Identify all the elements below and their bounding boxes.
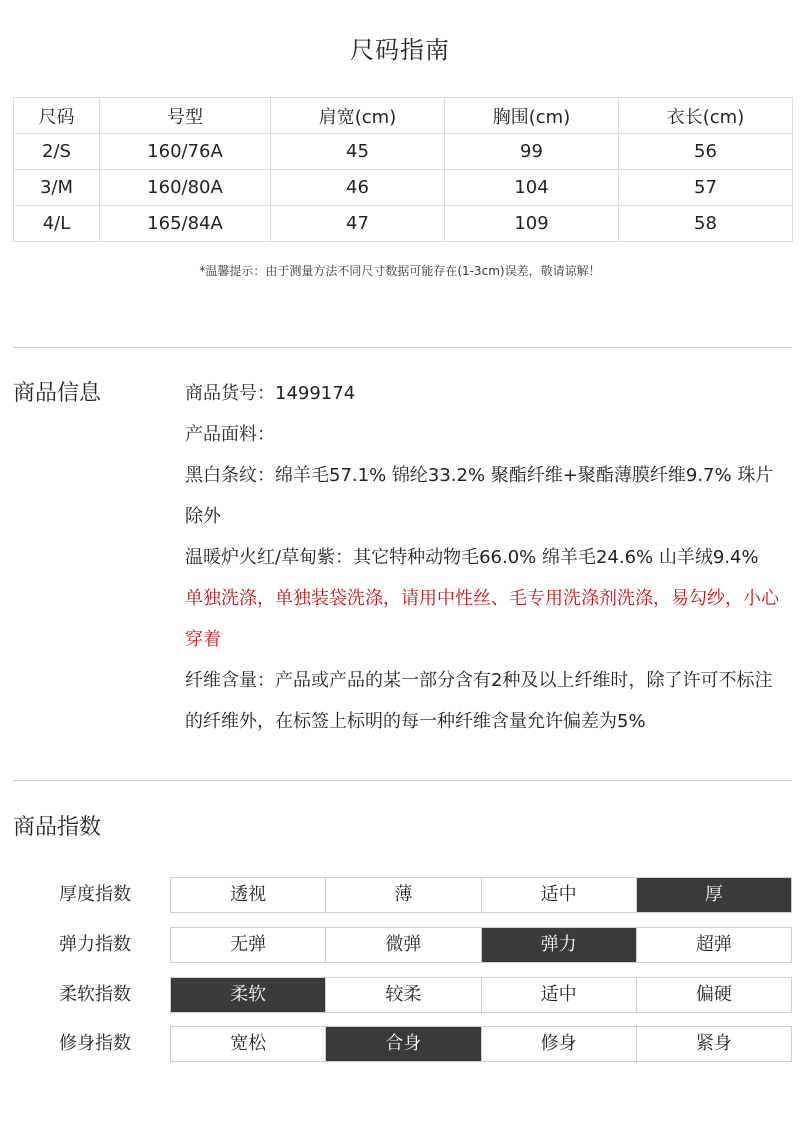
index-row-thickness	[0, 877, 800, 913]
index-option: 微弹	[325, 928, 480, 962]
index-label: 柔软指数	[59, 984, 131, 1005]
fabric-label: 产品面料：	[185, 424, 275, 445]
index-label: 厚度指数	[59, 884, 131, 905]
measurement-note: *温馨提示：由于测量方法不同尺寸数据可能存在(1-3cm)误差，敬请谅解！	[199, 264, 601, 278]
header-cell: 胸围(cm)	[445, 98, 619, 134]
header-cell: 尺码	[14, 98, 100, 134]
header-cell: 肩宽(cm)	[271, 98, 445, 134]
index-option: 适中	[481, 878, 636, 912]
table-cell: 2/S	[14, 134, 100, 170]
fiber-content-note: 纤维含量：产品或产品的某一部分含有2种及以上纤维时，除了许可不标注的纤维外，在标签上标明的每一种纤维含量允许偏差为5%	[185, 670, 773, 732]
washing-warning: 单独洗涤，单独装袋洗涤，请用中性丝、毛专用洗涤剂洗涤，易勾纱，小心穿着	[185, 588, 779, 650]
table-cell: 4/L	[14, 206, 100, 242]
table-cell: 99	[445, 134, 619, 170]
header-cell: 衣长(cm)	[619, 98, 793, 134]
size-guide-title: 尺码指南	[350, 36, 450, 64]
index-option: 适中	[481, 978, 636, 1012]
table-cell: 46	[271, 170, 445, 206]
index-option: 宽松	[171, 1027, 325, 1061]
product-code: 商品货号：1499174	[185, 383, 356, 404]
table-cell: 104	[445, 170, 619, 206]
index-label: 修身指数	[59, 1033, 131, 1054]
product-info-body	[185, 373, 790, 742]
index-option: 超弹	[636, 928, 791, 962]
divider	[13, 347, 792, 348]
index-option: 无弹	[171, 928, 325, 962]
index-row-softness	[0, 977, 800, 1013]
index-options	[170, 977, 792, 1013]
table-cell: 160/76A	[100, 134, 271, 170]
fabric-red-purple: 温暖炉火红/草甸紫：其它特种动物毛66.0% 绵羊毛24.6% 山羊绒9.4%	[185, 547, 759, 568]
index-option: 透视	[171, 878, 325, 912]
table-cell: 58	[619, 206, 793, 242]
index-option: 合身	[325, 1027, 480, 1061]
index-row-fit	[0, 1026, 800, 1062]
index-label: 弹力指数	[59, 934, 131, 955]
table-cell: 45	[271, 134, 445, 170]
table-cell: 109	[445, 206, 619, 242]
size-table-header	[14, 98, 793, 134]
index-option: 修身	[481, 1027, 636, 1061]
table-cell: 56	[619, 134, 793, 170]
index-options	[170, 927, 792, 963]
index-option: 厚	[636, 878, 791, 912]
index-options	[170, 1026, 792, 1062]
table-cell: 47	[271, 206, 445, 242]
table-row	[14, 134, 793, 170]
table-row	[14, 206, 793, 242]
index-option: 弹力	[481, 928, 636, 962]
index-options	[170, 877, 792, 913]
index-row-elasticity	[0, 927, 800, 963]
table-row	[14, 170, 793, 206]
index-option: 较柔	[325, 978, 480, 1012]
fabric-black-white: 黑白条纹：绵羊毛57.1% 锦纶33.2% 聚酯纤维+聚酯薄膜纤维9.7% 珠片除外	[185, 465, 774, 527]
header-cell: 号型	[100, 98, 271, 134]
table-cell: 160/80A	[100, 170, 271, 206]
table-cell: 3/M	[14, 170, 100, 206]
product-index-title: 商品指数	[13, 815, 102, 840]
table-cell: 165/84A	[100, 206, 271, 242]
index-option: 偏硬	[636, 978, 791, 1012]
product-info-title: 商品信息	[13, 381, 102, 406]
index-option: 紧身	[636, 1027, 791, 1061]
divider	[13, 780, 792, 781]
table-cell: 57	[619, 170, 793, 206]
index-option: 薄	[325, 878, 480, 912]
index-option: 柔软	[171, 978, 325, 1012]
size-table	[13, 97, 793, 242]
